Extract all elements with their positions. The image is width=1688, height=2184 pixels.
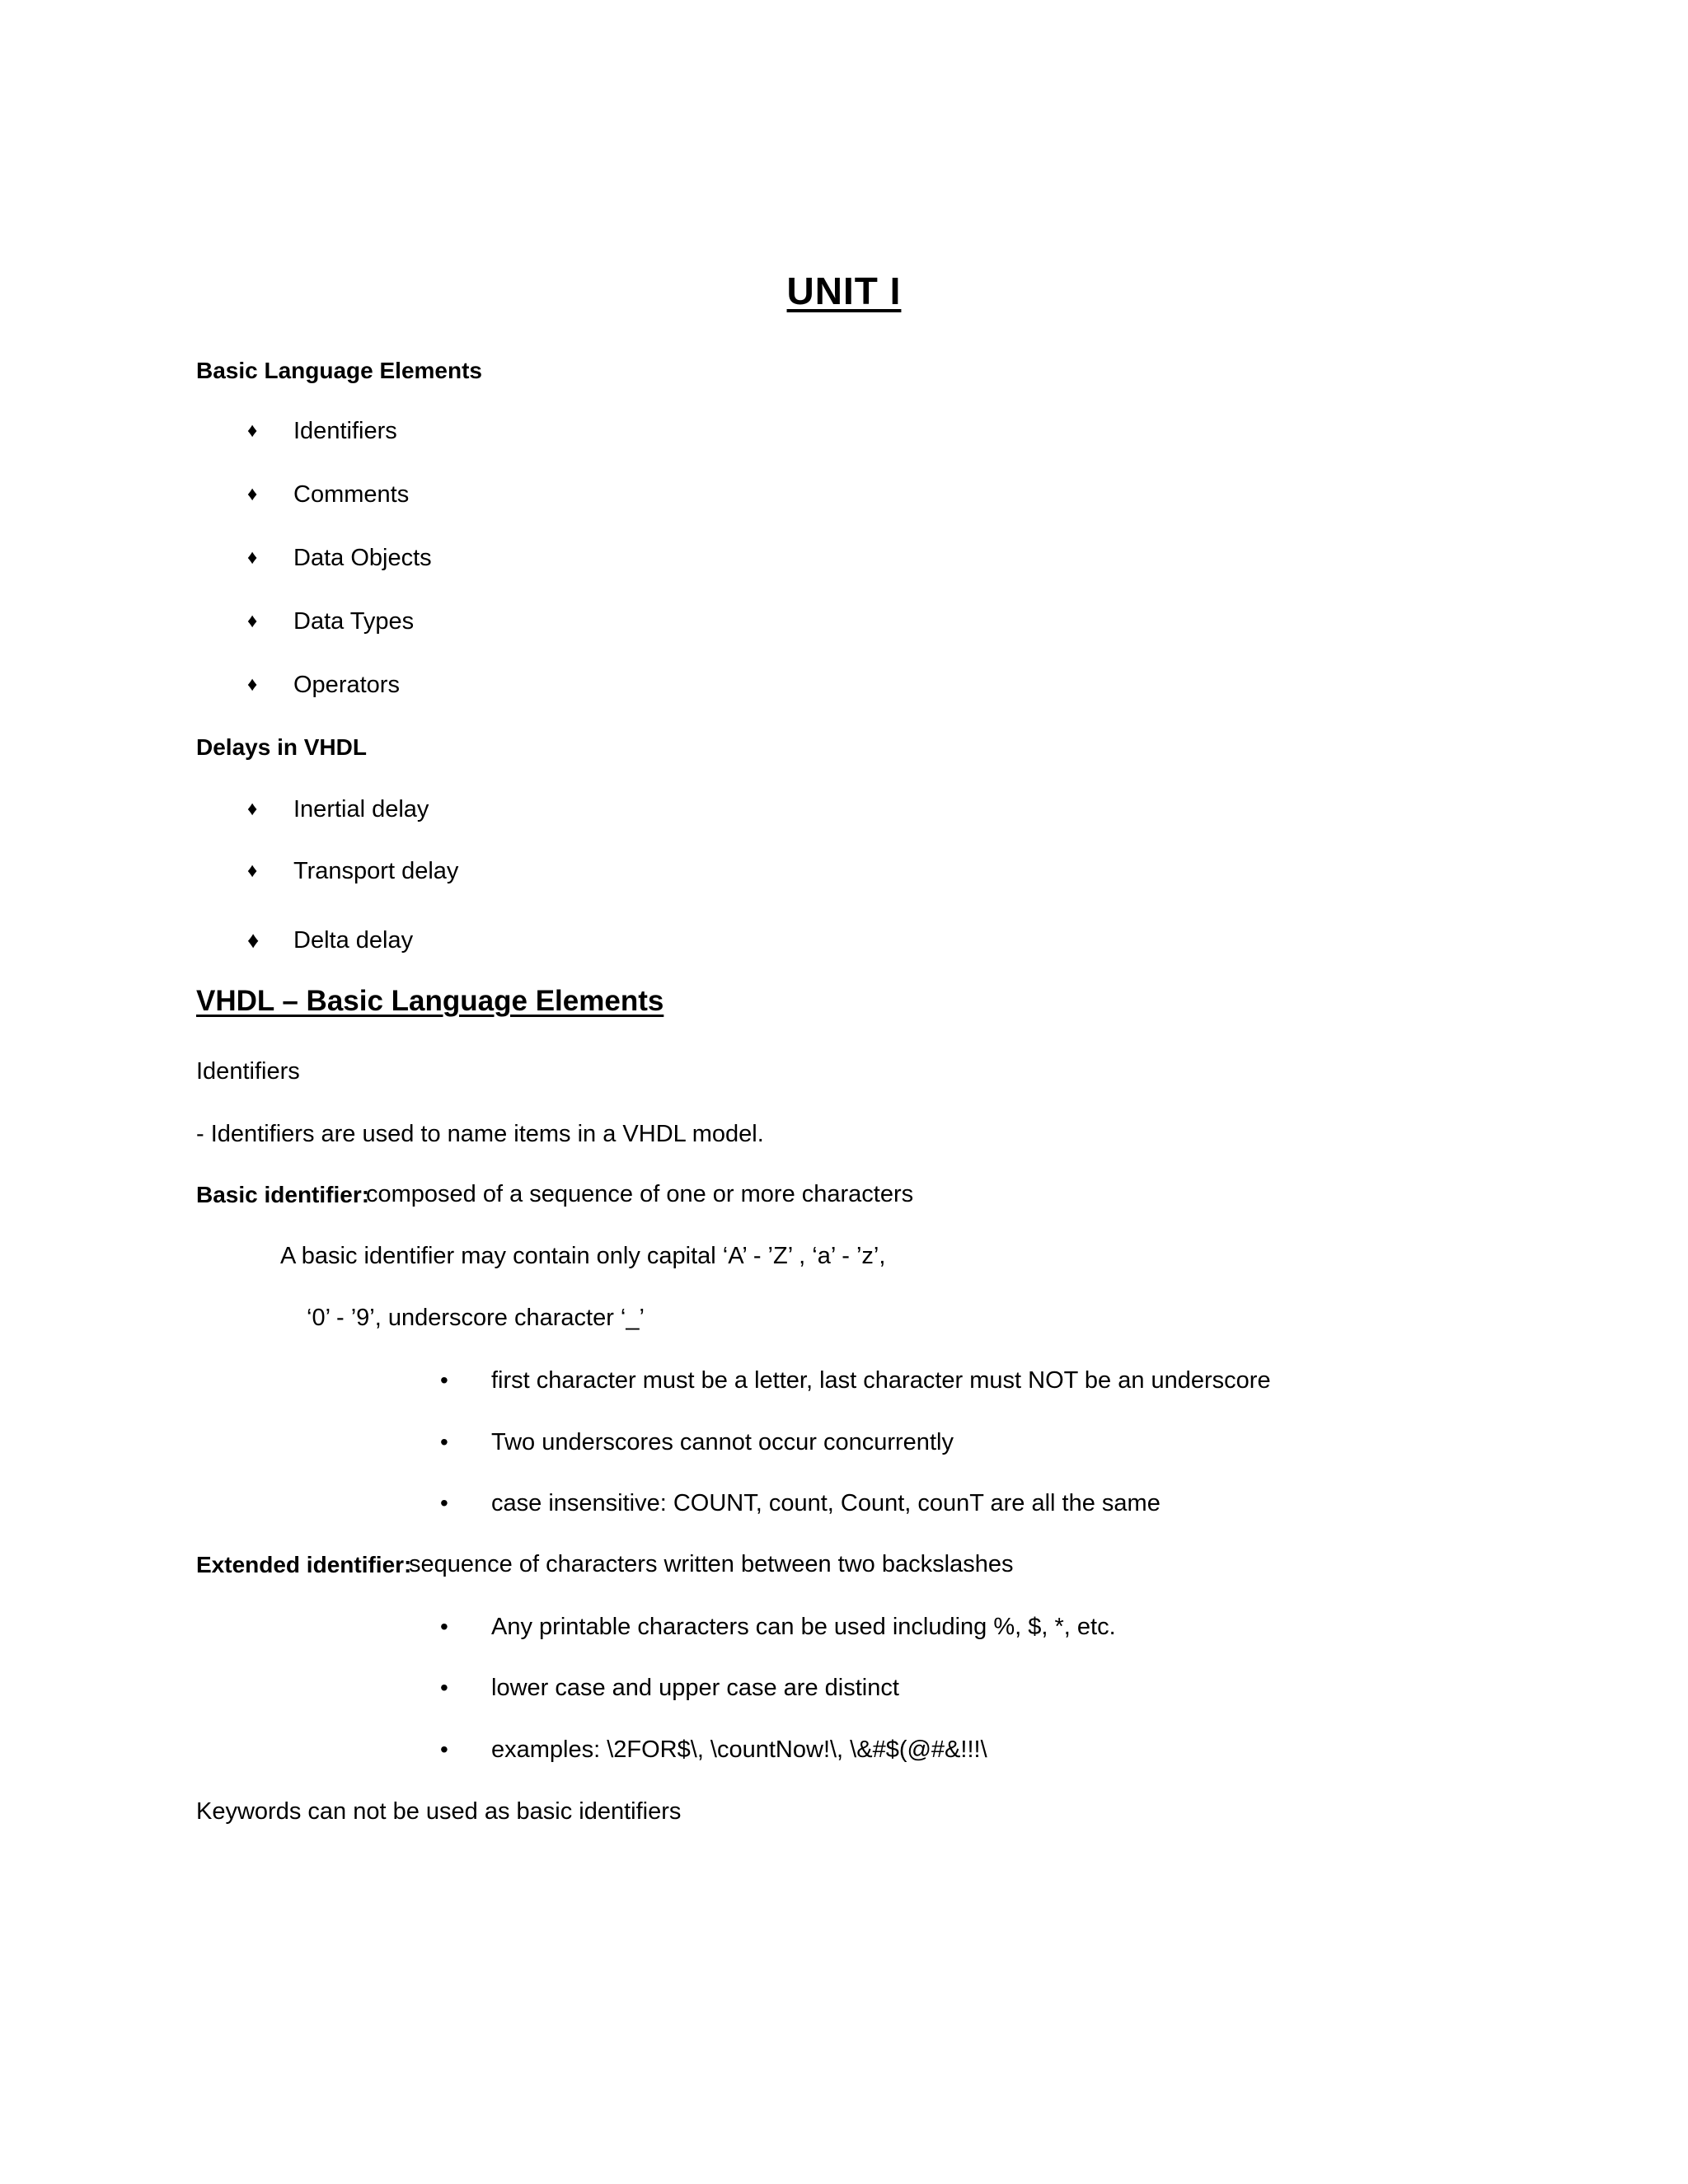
dot-bullet-icon: • [440, 1736, 448, 1762]
rule-item: Any printable characters can be used including %, $, *, etc. [491, 1614, 1116, 1640]
section-heading-basic-language-elements: Basic Language Elements [196, 358, 483, 383]
list-item: Inertial delay [293, 796, 429, 823]
diamond-bullet-icon: ♦ [247, 546, 258, 569]
dot-bullet-icon: • [440, 1490, 448, 1516]
intro-text: - Identifiers are used to name items in a VHDL model. [196, 1121, 764, 1147]
list-item: Transport delay [293, 858, 459, 884]
section-heading-vhdl-basic: VHDL – Basic Language Elements [196, 985, 664, 1017]
diamond-bullet-icon: ♦ [247, 483, 258, 505]
diamond-bullet-icon: ♦ [247, 673, 258, 696]
subheading-identifiers: Identifiers [196, 1058, 300, 1085]
dot-bullet-icon: • [440, 1675, 448, 1700]
basic-identifier-line-2: ‘0’ - ’9’, underscore character ‘_’ [307, 1305, 645, 1331]
diamond-bullet-icon: ♦ [247, 610, 258, 632]
section-heading-delays: Delays in VHDL [196, 734, 367, 760]
list-item: Data Objects [293, 545, 432, 571]
diamond-bullet-icon: ♦ [247, 798, 258, 820]
dot-bullet-icon: • [440, 1614, 448, 1639]
footer-note: Keywords can not be used as basic identifiers [196, 1798, 682, 1825]
list-item: Identifiers [293, 418, 397, 444]
diamond-bullet-icon: ♦ [247, 927, 260, 953]
list-item: Delta delay [293, 927, 414, 954]
dot-bullet-icon: • [440, 1429, 448, 1455]
basic-identifier-label: Basic identifier: [196, 1182, 370, 1207]
rule-item: lower case and upper case are distinct [491, 1675, 899, 1701]
list-item: Comments [293, 481, 410, 508]
extended-identifier-label: Extended identifier: [196, 1552, 412, 1577]
dot-bullet-icon: • [440, 1367, 448, 1393]
page-title: UNIT I [786, 269, 902, 312]
extended-identifier-text: sequence of characters written between two backslashes [409, 1551, 1014, 1577]
rule-item: case insensitive: COUNT, count, Count, counT are all the same [491, 1490, 1160, 1516]
basic-identifier-text: composed of a sequence of one or more characters [366, 1181, 914, 1207]
rule-item: examples: \2FOR$\, \countNow!\, \&#$(@#&!!!\ [491, 1736, 987, 1763]
diamond-bullet-icon: ♦ [247, 860, 258, 882]
rule-item: first character must be a letter, last character must NOT be an underscore [491, 1367, 1271, 1394]
list-item: Operators [293, 672, 400, 698]
rule-item: Two underscores cannot occur concurrently [491, 1429, 954, 1455]
diamond-bullet-icon: ♦ [247, 419, 258, 442]
list-item: Data Types [293, 608, 415, 635]
basic-identifier-line-1: A basic identifier may contain only capital ‘A’ - ’Z’ , ‘a’ - ’z’, [280, 1243, 886, 1269]
